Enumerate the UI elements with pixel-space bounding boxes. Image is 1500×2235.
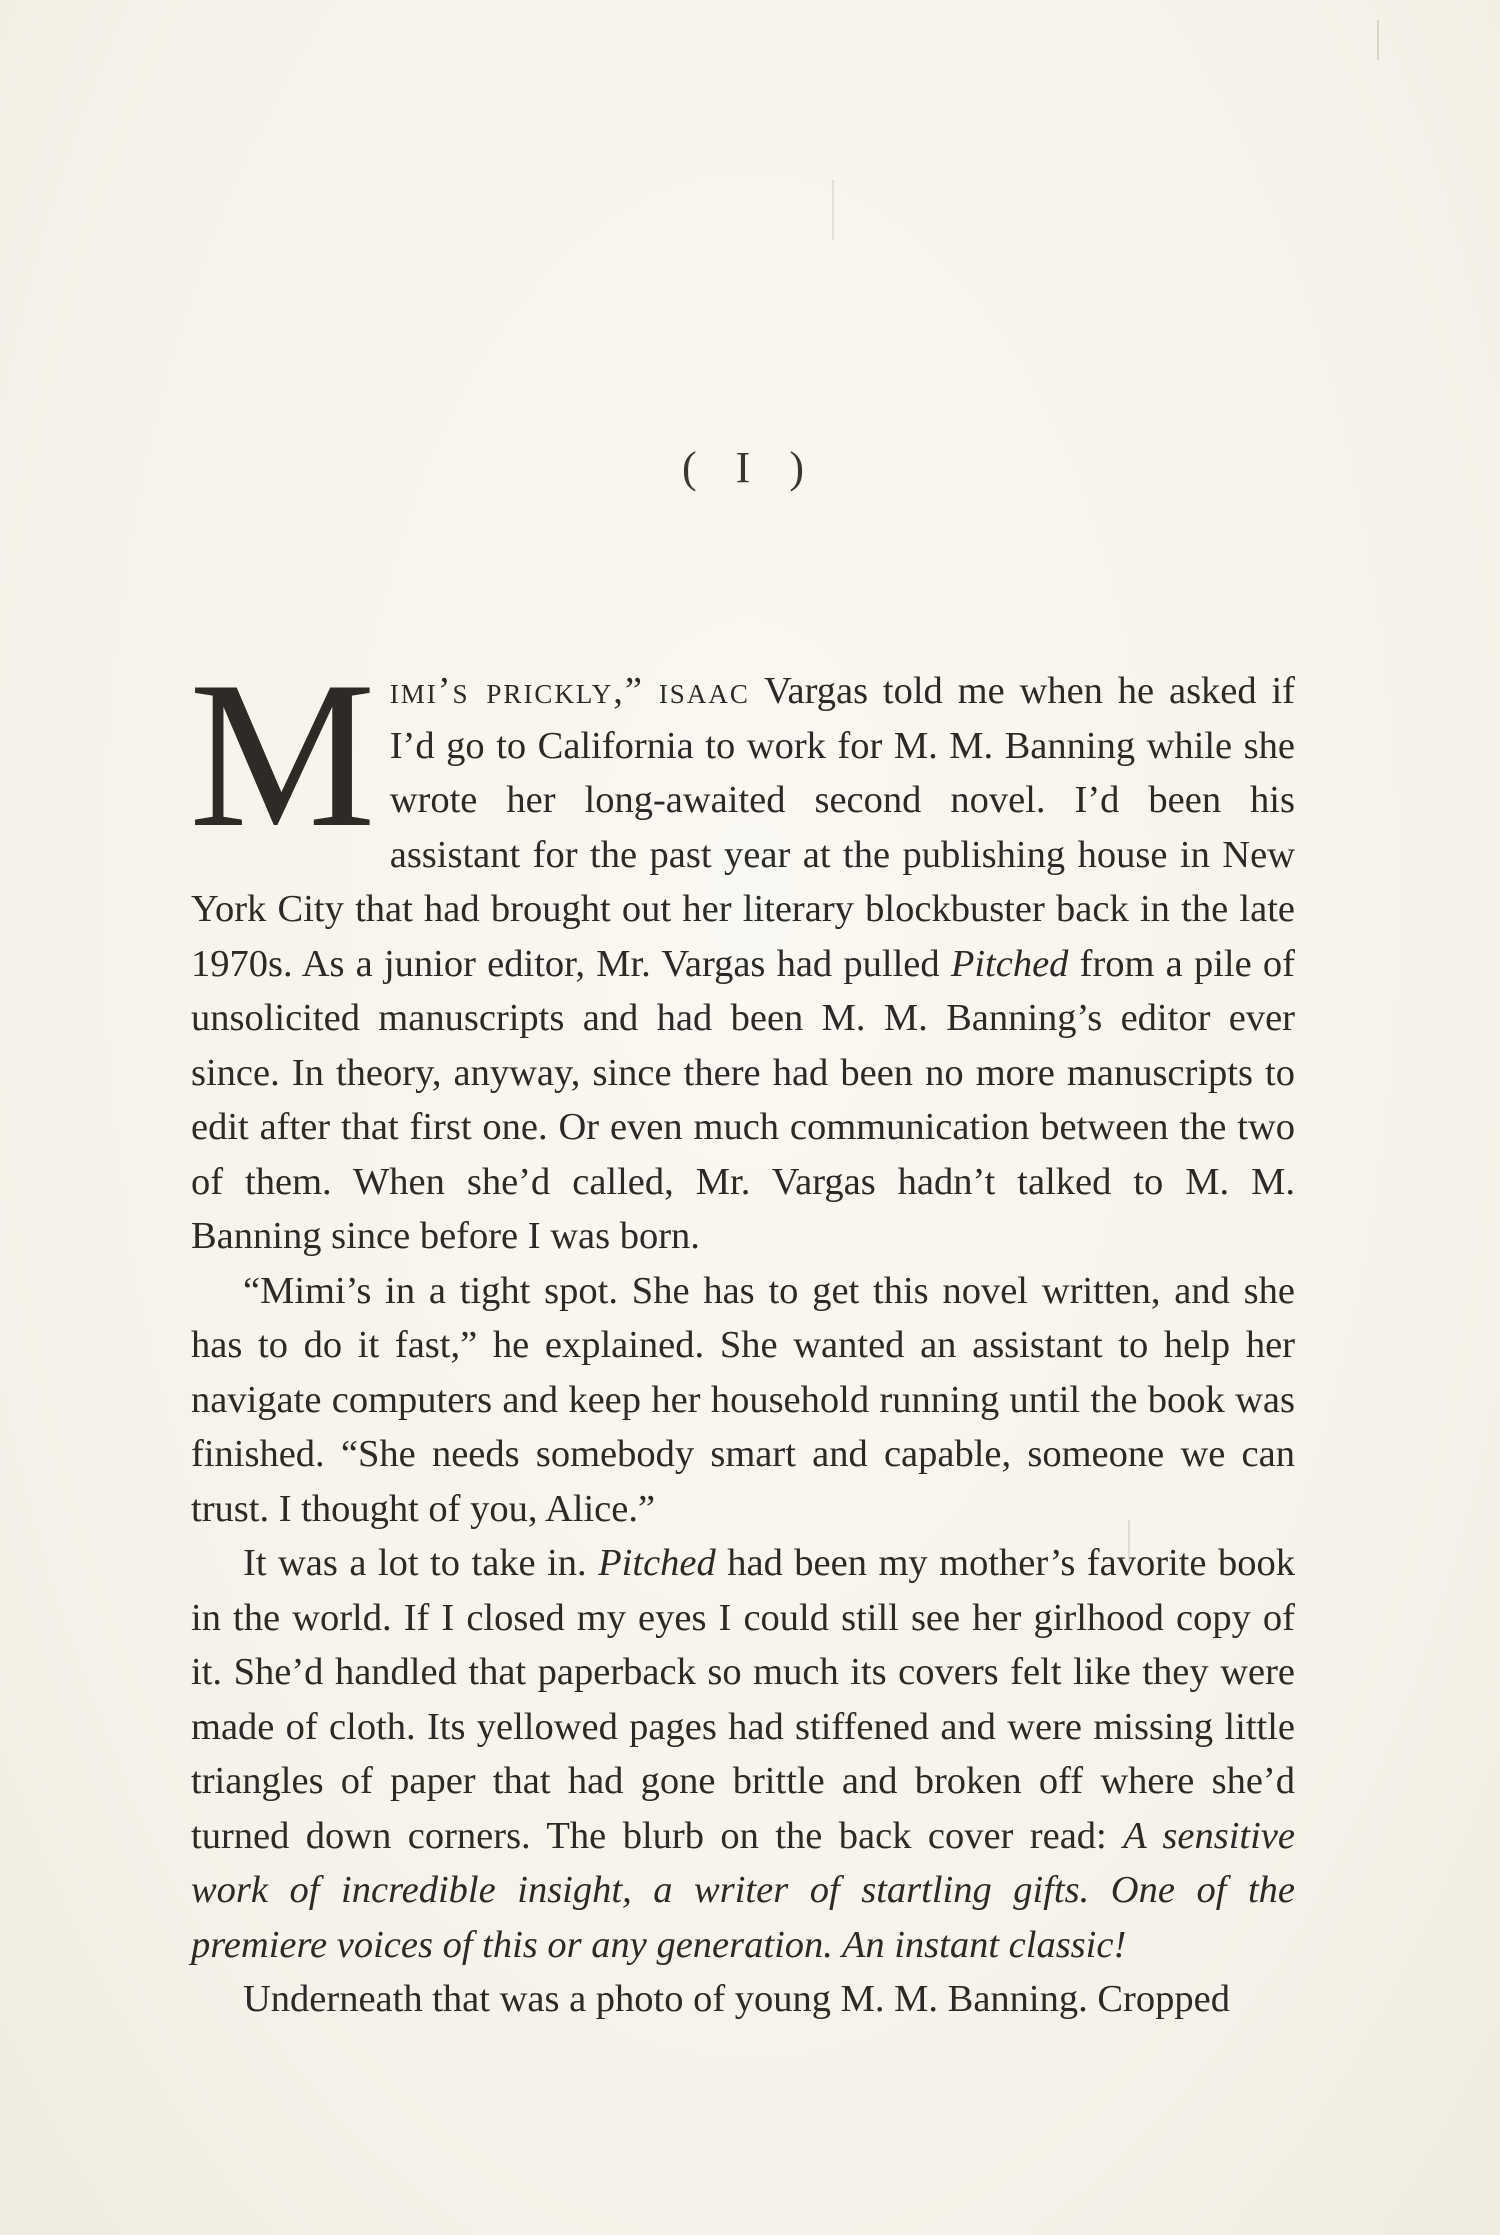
- paper-scratch-mark: [832, 180, 834, 240]
- chapter-body: [189, 639, 1296, 2027]
- paragraph-mothers-book: [191, 1536, 1295, 1972]
- paragraph-text: “Mimi’s in a tight spot. She has to get this novel written, and she has to do it fast,” he explained. She wanted an assistant to help her navigate computers and keep her household running until the book was finished. “She needs somebody smart and capable, someone we can trust. I thought of you, Alice.”: [191, 1269, 1295, 1530]
- back-cover-blurb: A sensitive work of incredible insight, a writer of startling gifts. One of the premiere voices of this or any generation. An instant classic!: [191, 1814, 1295, 1966]
- opening-small-caps: imi’s prickly,”: [389, 670, 644, 712]
- opening-text-continued: from a pile of unsolicited manuscripts and had been M. M. Banning’s editor ever since. In theory, anyway, since there had been no more manuscripts to edit after that first one. Or even much communication between the two of them. When she’d called, Mr. Vargas hadn’t talked to M. M. Banning since before I was born.: [191, 942, 1295, 1257]
- paragraph-text: It was a lot to take in.: [243, 1542, 599, 1584]
- book-title: Pitched: [950, 942, 1069, 985]
- opening-paragraph: [189, 639, 1296, 1264]
- paragraph-text: Underneath that was a photo of young M. M. Banning. Cropped: [243, 1978, 1230, 2020]
- chapter-number: ( I ): [682, 443, 818, 492]
- paragraph-mimi-tight-spot: [191, 1264, 1295, 1537]
- paragraph-photo: [191, 1972, 1295, 2027]
- drop-cap-letter: M: [189, 639, 376, 871]
- opening-small-caps-name: isaac: [658, 670, 750, 712]
- book-title: Pitched: [598, 1542, 716, 1584]
- paper-scratch-mark: [1377, 20, 1379, 60]
- opening-text: Vargas told me when he asked if I’d go to California to work for M. M. Banning while she wrote her long-awaited second novel. I’d been his assistant for the past year at the publishing house in New York City that had brought out her literary blockbuster back in the late 1970s. As a junior editor, Mr. Vargas had pulled: [191, 670, 1296, 985]
- paragraph-text-continued: had been my mother’s favorite book in the world. If I closed my eyes I could still see her girlhood copy of it. She’d handled that paperback so much its covers felt like they were made of cloth. Its yellowed pages had stiffened and were missing little triangles of paper that had gone brittle and broken off where she’d turned down corners. The blurb on the back cover read:: [191, 1542, 1295, 1857]
